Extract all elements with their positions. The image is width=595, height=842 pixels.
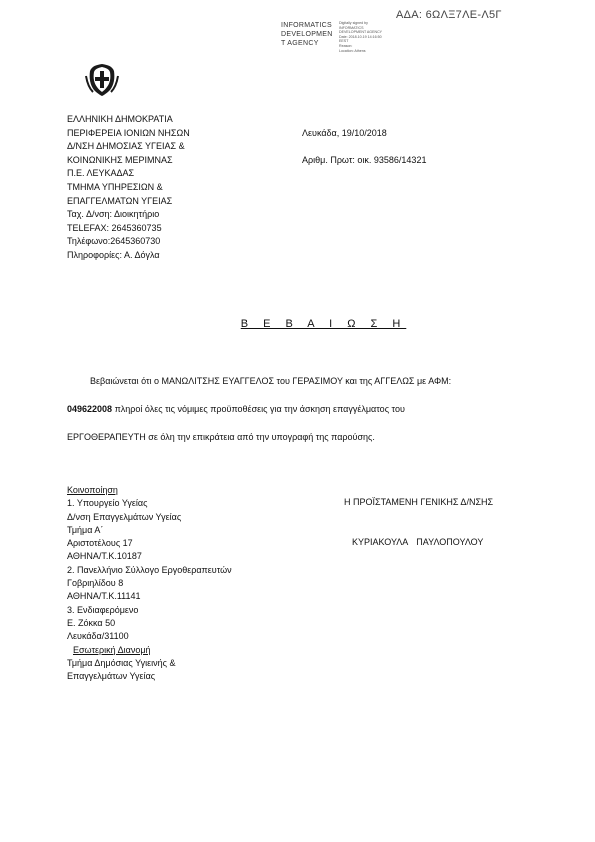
signatory-name: ΚΥΡΙΑΚΟΥΛΑ ΠΑΥΛΟΠΟΥΛΟΥ (352, 537, 484, 547)
distribution-line: Γοβριηλίδου 8 (67, 578, 124, 589)
distribution-line: Ε. Ζόκκα 50 (67, 617, 116, 628)
signatory-title: Η ΠΡΟΪΣΤΑΜΕΝΗ ΓΕΝΙΚΗΣ Δ/ΝΣΗΣ (344, 497, 494, 507)
stamp-note-line: Date: 2018.10.19 14:16:50 (339, 34, 382, 39)
stamp-note-line: Reason: (339, 43, 353, 48)
stamp-title-line: DEVELOPMEN (281, 31, 333, 38)
distribution-line: 2. Πανελλήνιο Σύλλογο Εργοθεραπευτών (67, 564, 232, 575)
distribution-line: Αριστοτέλους 17 (67, 538, 133, 549)
authority-line: Τηλέφωνο:2645360730 (67, 236, 161, 247)
certificate-line-2 (67, 404, 504, 414)
document-date: Λευκάδα, 19/10/2018 (302, 128, 387, 138)
authority-line: ΤΜΗΜΑ ΥΠΗΡΕΣΙΩΝ & (67, 181, 163, 192)
distribution-line: ΑΘΗΝΑ/Τ.Κ.11141 (67, 591, 141, 602)
protocol-number: Αριθμ. Πρωτ: οικ. 93586/14321 (302, 155, 427, 166)
authority-line: ΠΕΡΙΦΕΡΕΙΑ ΙΟΝΙΩΝ ΝΗΣΩΝ (67, 127, 190, 138)
stamp-note-line: INFORMATICS (339, 25, 364, 30)
authority-line: Πληροφορίες: Α. Δόγλα (67, 249, 160, 260)
stamp-title-line: INFORMATICS (281, 22, 333, 29)
date-protocol-block (302, 127, 426, 168)
stamp-title-line: T AGENCY (281, 40, 319, 47)
stamp-note-line: Digitally signed by (339, 21, 368, 25)
stamp-title (281, 21, 333, 48)
stamp-note-line: EEST (339, 39, 349, 44)
internal-distribution-line: Επαγγελμάτων Υγείας (67, 671, 156, 682)
distribution-line: ΑΘΗΝΑ/Τ.Κ.10187 (67, 551, 142, 562)
authority-line: ΕΛΛΗΝΙΚΗ ΔΗΜΟΚΡΑΤΙΑ (67, 114, 173, 124)
authority-line: Ταχ. Δ/νση: Διοικητήριο (67, 209, 160, 220)
authority-line: Π.Ε. ΛΕΥΚΑΔΑΣ (67, 168, 135, 179)
distribution-line: 1. Υπουργείο Υγείας (67, 498, 148, 509)
tax-id-number: 049622008 (67, 404, 113, 414)
authority-line: ΚΟΙΝΩΝΙΚΗΣ ΜΕΡΙΜΝΑΣ (67, 154, 173, 165)
distribution-line: Δ/νση Επαγγελμάτων Υγείας (67, 511, 182, 522)
distribution-line: 3. Ενδιαφερόμενο (67, 604, 139, 615)
distribution-line: Λευκάδα/31100 (67, 631, 129, 642)
certificate-line-1: Βεβαιώνεται ότι ο ΜΑΝΩΛΙΤΣΗΣ ΕΥΑΓΓΕΛΟΣ του ΓΕΡΑΣΙΜΟΥ και της ΑΓΓΕΛΩΣ με ΑΦΜ: (90, 376, 452, 386)
certificate-line-3: ΕΡΓΟΘΕΡΑΠΕΥΤΗ σε όλη την επικράτεια από την υπογραφή της παρούσης. (67, 432, 375, 442)
stamp-note-line: DEVELOPMENT AGENCY (339, 30, 383, 35)
distribution-line: Τμήμα Α΄ (67, 524, 104, 535)
distribution-list (67, 484, 232, 683)
coat-of-arms-icon (84, 62, 120, 98)
authority-line: TELEFAX: 2645360735 (67, 222, 162, 233)
internal-distribution-heading: Εσωτερική Διανομή (73, 644, 151, 655)
stamp-note-line: Location: Athens (339, 48, 366, 53)
stamp-notes (339, 21, 382, 53)
distribution-heading: Κοινοποίηση (67, 485, 118, 495)
authority-line: ΕΠΑΓΓΕΛΜΑΤΩΝ ΥΓΕΙΑΣ (67, 195, 173, 206)
internal-distribution-line: Τμήμα Δημόσιας Υγιεινής & (67, 657, 176, 668)
certificate-line-2-text: πληροί όλες τις νόμιμες προϋποθέσεις για την άσκηση επαγγέλματος του (112, 404, 405, 414)
ada-code: ΑΔΑ: 6ΩΛΞ7ΛΕ-Λ5Γ (396, 9, 502, 21)
digital-signature-stamp (281, 21, 383, 53)
issuing-authority-block (67, 113, 190, 263)
authority-line: Δ/ΝΣΗ ΔΗΜΟΣΙΑΣ ΥΓΕΙΑΣ & (67, 141, 185, 152)
document-title: Β Ε Β Α Ι Ω Σ Η (240, 318, 407, 330)
